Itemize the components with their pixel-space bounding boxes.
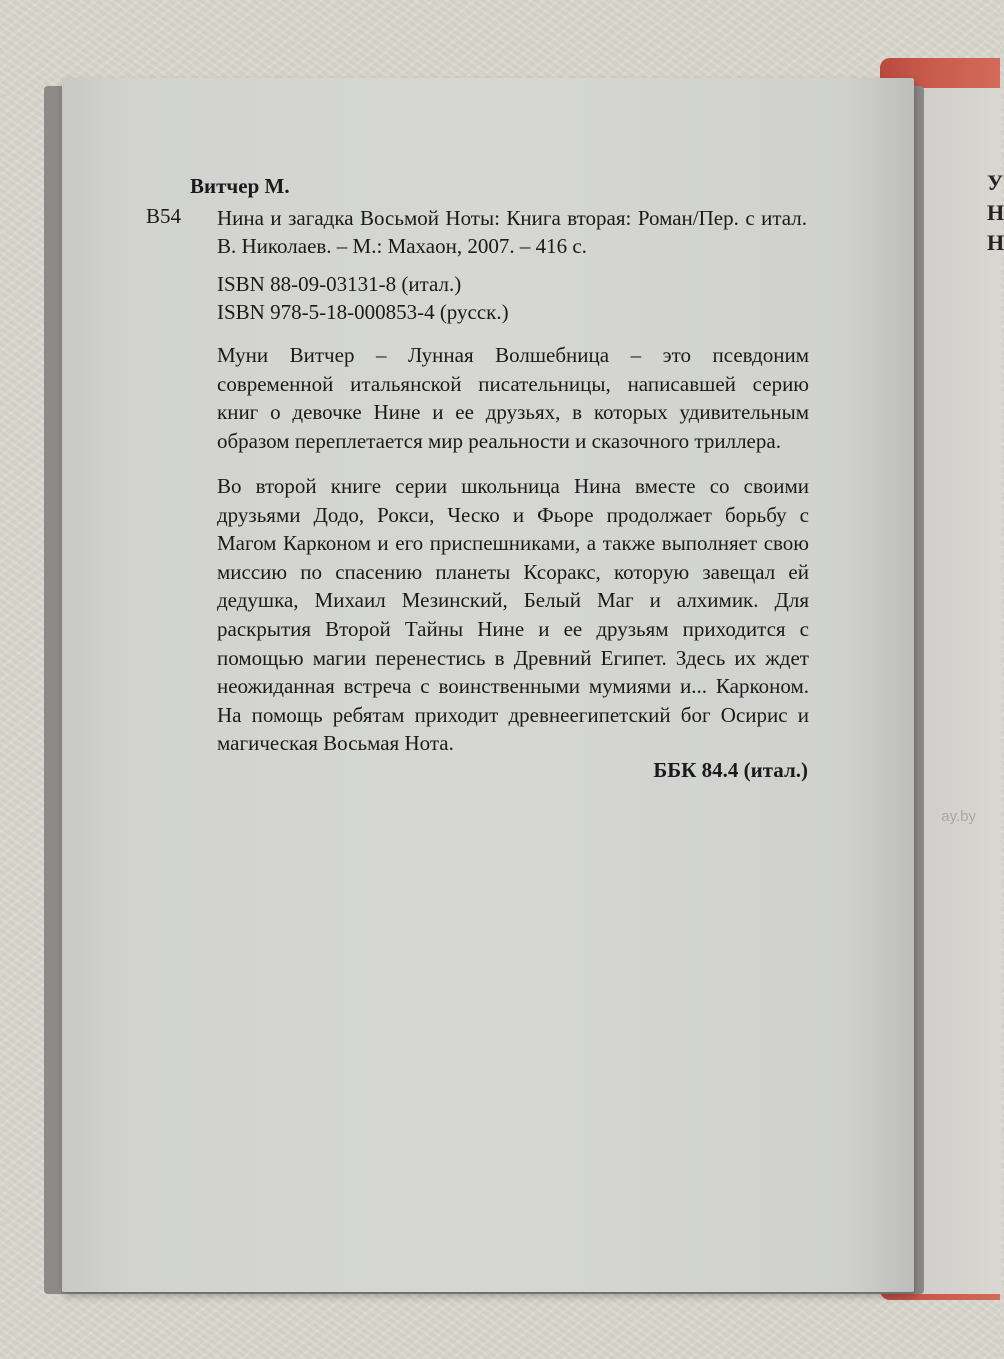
annotation-paragraph-1: Муни Витчер – Лунная Волшебница – это псевдоним современной итальянской писательницы, написавшей серию книг о девочке Нине и ее друзьях, в которых удивительным образом переплетается мир реальности и сказочного триллера. — [217, 343, 809, 453]
isbn-italian: ISBN 88-09-03131-8 (итал.) — [217, 272, 462, 296]
library-code: В54 — [146, 204, 182, 228]
author-name: Витчер М. — [190, 174, 290, 198]
bbk-code: ББК 84.4 (итал.) — [653, 758, 808, 782]
annotation-paragraph-2: Во второй книге серии школьница Нина вместе со своими друзьями Додо, Рокси, Ческо и Фьоре продолжает борьбу с Магом Карконом и его приспешниками, а также выполняет свою миссию по спасению планеты Ксоракс, которую завещал ей дедушка, Михаил Мезинский, Белый Маг и алхимик. Для раскрытия Второй Тайны Нине и ее друзьям приходится с помощью магии перенестись в Древний Египет. Здесь их ждет неожиданная встреча с воинственными мумиями и... Карконом. На помощь ребятам приходит древнеегипетский бог Осирис и магическая Восьмая Нота. — [217, 474, 809, 756]
watermark: ay.by — [941, 808, 976, 825]
isbn-russian: ISBN 978-5-18-000853-4 (русск.) — [217, 300, 509, 324]
next-page-letters: У Н Н — [987, 170, 1004, 255]
bibliographic-entry: Нина и загадка Восьмой Ноты: Книга вторая: Роман/Пер. с итал. В. Николаев. – М.: Махаон, 2007. – 416 с. — [217, 206, 807, 258]
